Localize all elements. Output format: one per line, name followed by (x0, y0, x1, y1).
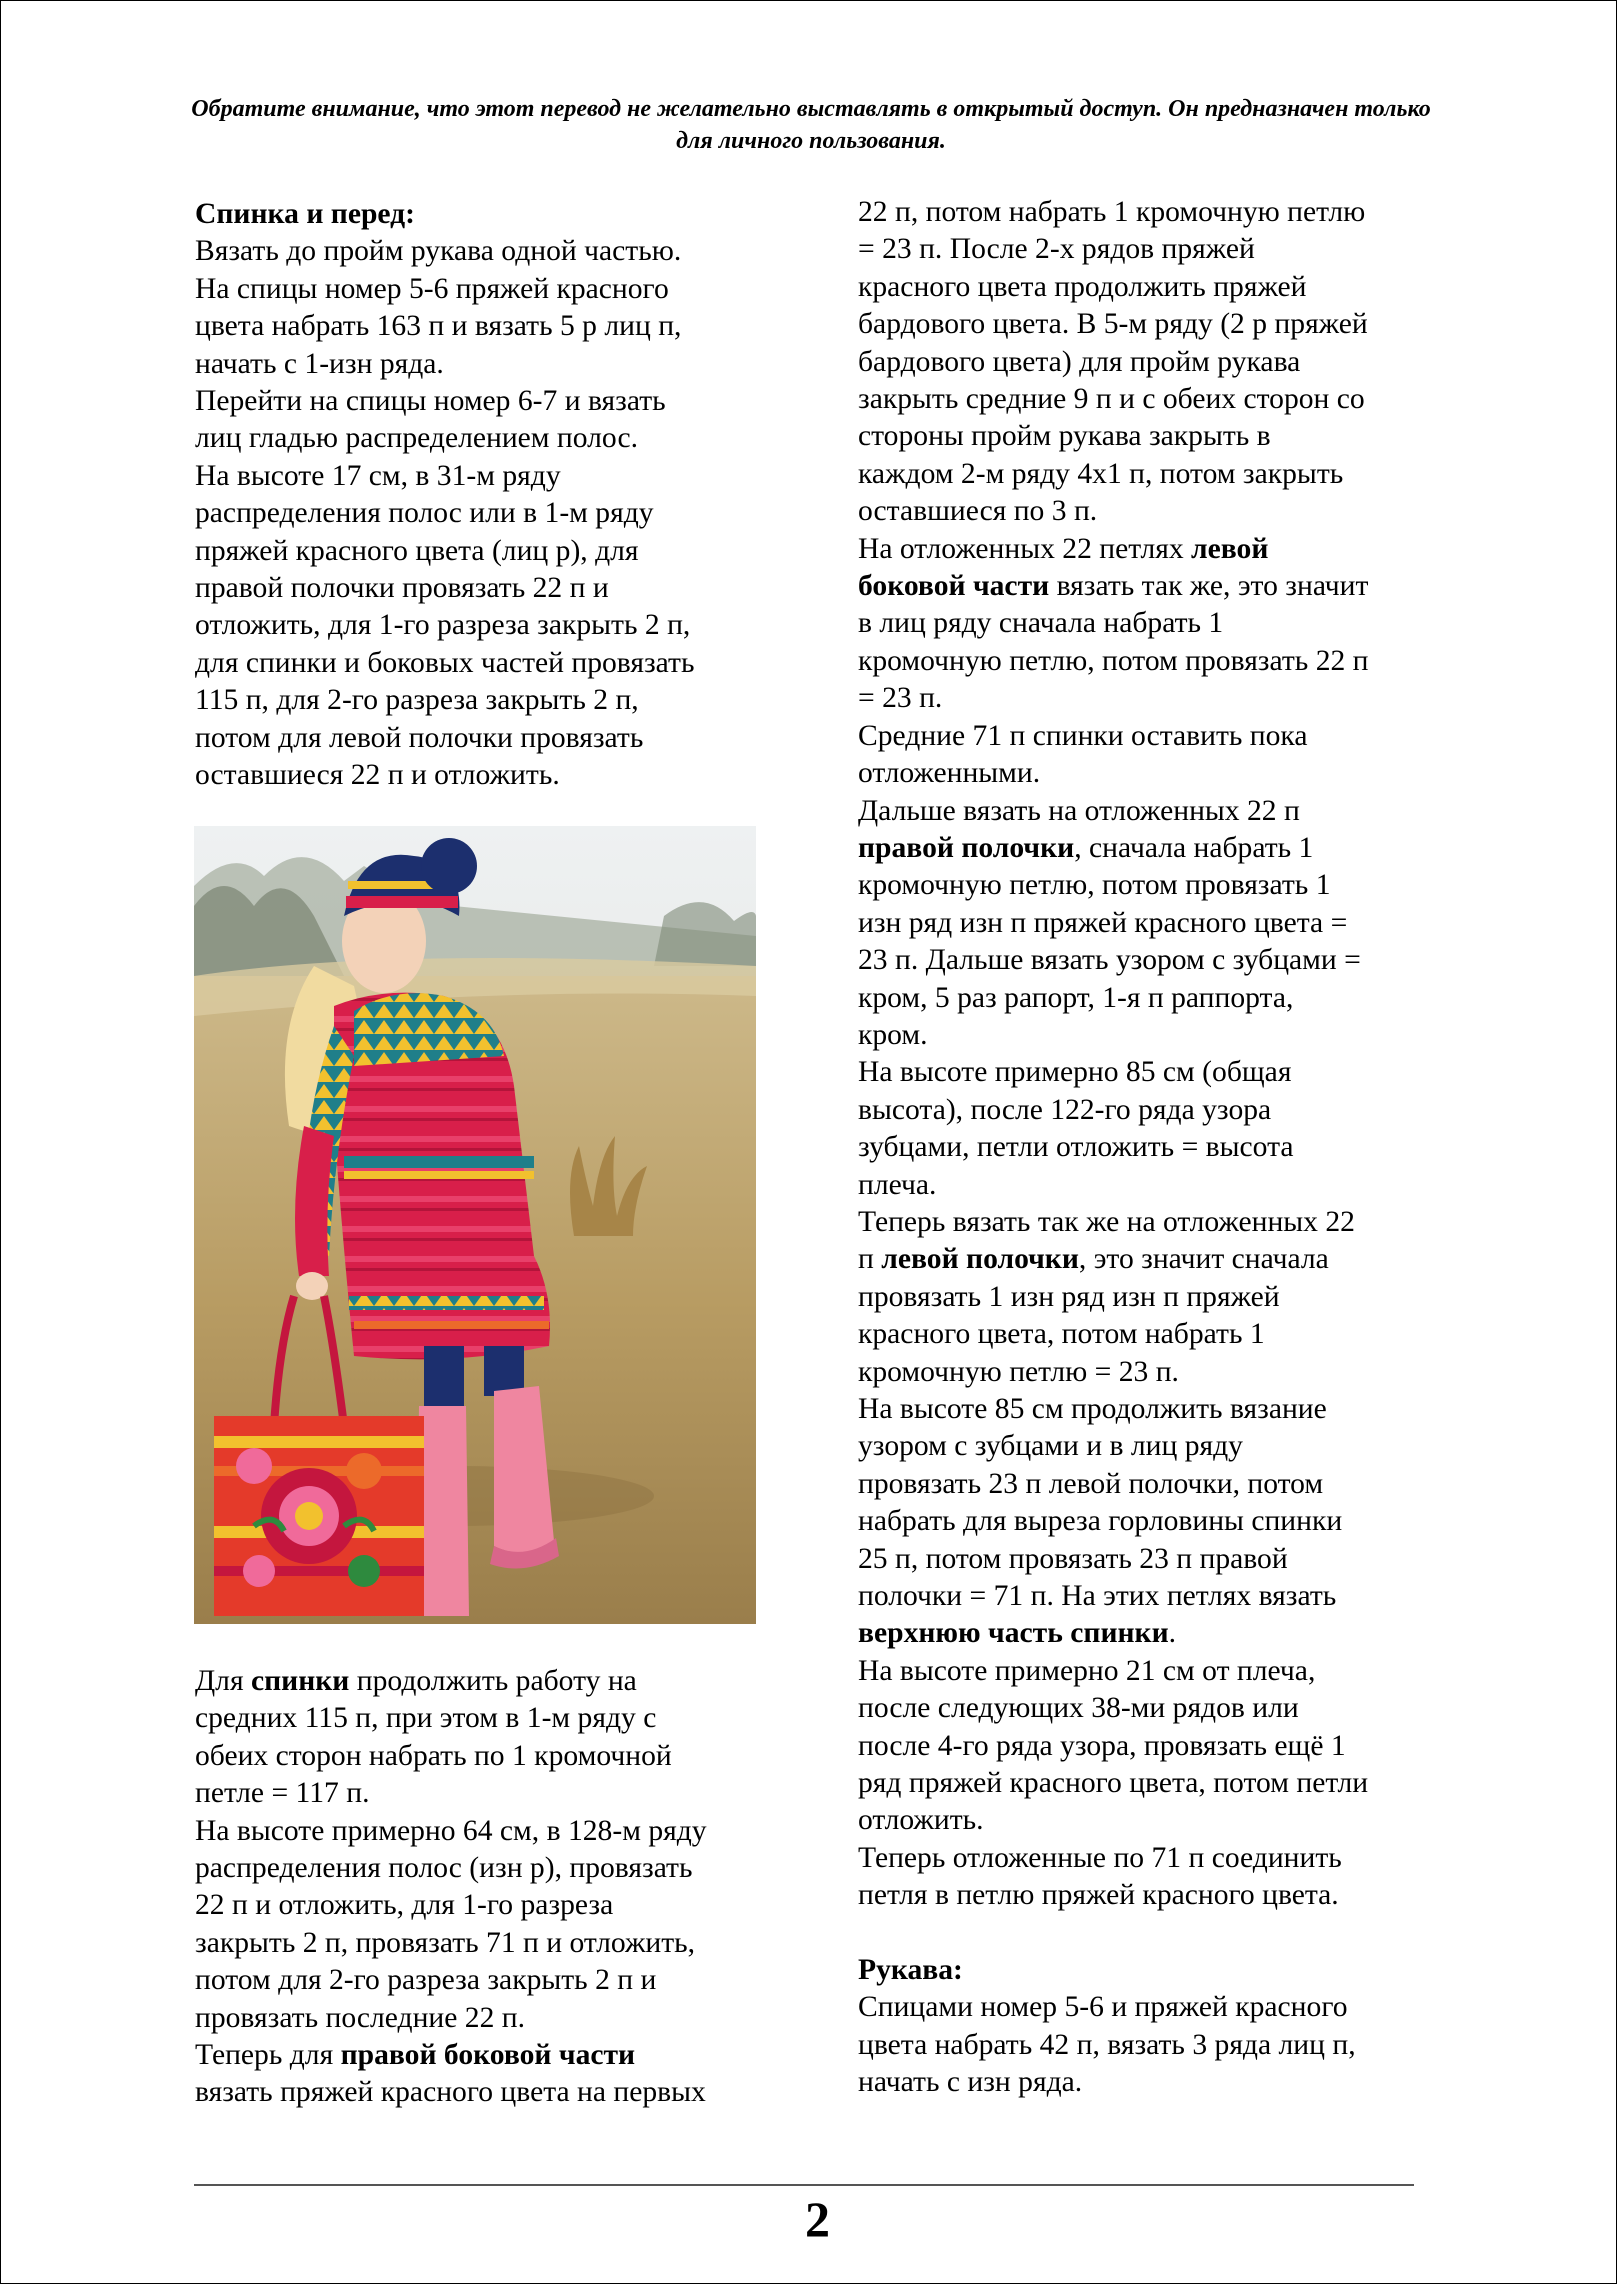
back-continuation-section (195, 1663, 707, 2112)
text-line: средних 115 п, при этом в 1-м ряду с (195, 1702, 657, 1735)
right-column-text (858, 194, 1369, 2102)
text-line: начать с изн ряда. (858, 2066, 1083, 2099)
back-and-front-section (195, 196, 694, 795)
text-line: красного цвета продолжить пряжей (858, 270, 1307, 303)
text-line: оставшиеся по 3 п. (858, 495, 1098, 528)
text-line: = 23 п. После 2-х рядов пряжей (858, 233, 1255, 266)
text-line: бардового цвета. В 5-м ряду (2 р пряжей (858, 308, 1368, 341)
text-line: провязать 1 изн ряд изн п пряжей (858, 1280, 1280, 1313)
text-line: Спицами номер 5-6 и пряжей красного (858, 1991, 1348, 2024)
text-line: ряд пряжей красного цвета, потом петли (858, 1767, 1369, 1800)
text-line: кром, 5 раз рапорт, 1-я п раппорта, (858, 981, 1294, 1014)
text-line: кром. (858, 1018, 928, 1051)
text-line: обеих сторон набрать по 1 кромочной (195, 1739, 672, 1772)
text-line: верхнюю часть спинки. (858, 1617, 1177, 1650)
text-line: На высоте 17 см, в 31-м ряду (195, 459, 561, 492)
text-line: провязать 23 п левой полочки, потом (858, 1467, 1324, 1500)
text-line: лиц гладью распределением полос. (195, 422, 638, 455)
text-line: Вязать до пройм рукава одной частью. (195, 235, 682, 268)
text-line: закрыть средние 9 п и с обеих сторон со (858, 383, 1365, 416)
text-line: Теперь вязать так же на отложенных 22 (858, 1205, 1355, 1238)
model-photo (194, 826, 756, 1624)
text-line: после 4-го ряда узора, провязать ещё 1 (858, 1729, 1346, 1762)
text-line: бардового цвета) для пройм рукава (858, 345, 1301, 378)
text-line: 25 п, потом провязать 23 п правой (858, 1542, 1288, 1575)
text-line: каждом 2-м ряду 4х1 п, потом закрыть (858, 457, 1344, 490)
text-line: На спицы номер 5-6 пряжей красного (195, 272, 669, 305)
text-line: Для спинки продолжить работу на (195, 1665, 637, 1697)
text-line: Теперь для правой боковой части (195, 2039, 636, 2072)
text-line: кромочную петлю, потом провязать 22 п (858, 644, 1369, 677)
text-line: Средние 71 п спинки оставить пока (858, 719, 1308, 752)
text-line: после следующих 38-ми рядов или (858, 1692, 1299, 1725)
text-line: На высоте примерно 64 см, в 128-м ряду (195, 1814, 707, 1847)
section-heading-back-front: Спинка и перед: (195, 198, 415, 230)
text-line: высота), после 122-го ряда узора (858, 1093, 1272, 1126)
text-line: зубцами, петли отложить = высота (858, 1131, 1294, 1164)
text-line: узором с зубцами и в лиц ряду (858, 1430, 1243, 1463)
text-line: потом для 2-го разреза закрыть 2 п и (195, 1964, 657, 1997)
text-line: На высоте примерно 21 см от плеча, (858, 1654, 1316, 1687)
text-line: полочки = 71 п. На этих петлях вязать (858, 1580, 1337, 1613)
text-line: цвета набрать 163 п и вязать 5 р лиц п, (195, 310, 682, 343)
text-line: начать с 1-изн ряда. (195, 347, 444, 380)
section-heading-sleeves: Рукава: (858, 1954, 963, 1987)
text-line: п левой полочки, это значит сначала (858, 1243, 1329, 1276)
text-line: 22 п, потом набрать 1 кромочную петлю (858, 196, 1366, 228)
text-line: провязать последние 22 п. (195, 2001, 526, 2034)
text-line: отложить. (858, 1804, 984, 1837)
text-line: 115 п, для 2-го разреза закрыть 2 п, (195, 684, 639, 717)
text-line: правой полочки провязать 22 п и (195, 572, 609, 605)
text-line: петле = 117 п. (195, 1777, 370, 1810)
text-line: потом для левой полочки провязать (195, 721, 644, 754)
text-line: Перейти на спицы номер 6-7 и вязать (195, 385, 666, 418)
text-line: Дальше вязать на отложенных 22 п (858, 794, 1300, 827)
paragraph-gap (858, 1915, 1369, 1952)
page-number: 2 (805, 2191, 830, 2247)
text-line: отложенными. (858, 757, 1041, 790)
text-line: пряжей красного цвета (лиц р), для (195, 534, 639, 567)
text-line: На отложенных 22 петлях левой (858, 532, 1269, 565)
text-line: кромочную петлю, потом провязать 1 (858, 869, 1331, 902)
text-line: закрыть 2 п, провязать 71 п и отложить, (195, 1926, 696, 1959)
text-line: = 23 п. (858, 682, 943, 715)
text-line: петля в петлю пряжей красного цвета. (858, 1879, 1339, 1912)
privacy-notice: Обратите внимание, что этот перевод не желательно выставлять в открытый доступ. Он предназначен только для личного пользования. (191, 96, 1431, 154)
text-line: в лиц ряду сначала набрать 1 (858, 607, 1224, 640)
text-line: изн ряд изн п пряжей красного цвета = (858, 906, 1348, 939)
text-line: 23 п. Дальше вязать узором с зубцами = (858, 944, 1361, 977)
text-line: распределения полос или в 1-м ряду (195, 497, 654, 530)
text-line: 22 п и отложить, для 1-го разреза (195, 1889, 614, 1922)
text-line: стороны пройм рукава закрыть в (858, 420, 1271, 453)
text-line: цвета набрать 42 п, вязать 3 ряда лиц п, (858, 2028, 1356, 2061)
text-line: правой полочки, сначала набрать 1 (858, 831, 1314, 864)
text-line: На высоте примерно 85 см (общая (858, 1056, 1292, 1089)
text-line: распределения полос (изн р), провязать (195, 1852, 693, 1885)
text-line: набрать для выреза горловины спинки (858, 1505, 1343, 1538)
text-line: красного цвета, потом набрать 1 (858, 1318, 1265, 1351)
text-line: кромочную петлю = 23 п. (858, 1355, 1179, 1388)
text-line: боковой части вязать так же, это значит (858, 570, 1369, 603)
text-line: вязать пряжей красного цвета на первых (195, 2076, 706, 2109)
text-line: плеча. (858, 1168, 937, 1201)
footer-divider (194, 2184, 1414, 2186)
text-line: для спинки и боковых частей провязать (195, 646, 695, 679)
text-line: Теперь отложенные по 71 п соединить (858, 1841, 1342, 1874)
text-line: отложить, для 1-го разреза закрыть 2 п, (195, 609, 691, 642)
text-line: оставшиеся 22 п и отложить. (195, 759, 560, 792)
text-line: На высоте 85 см продолжить вязание (858, 1393, 1327, 1425)
